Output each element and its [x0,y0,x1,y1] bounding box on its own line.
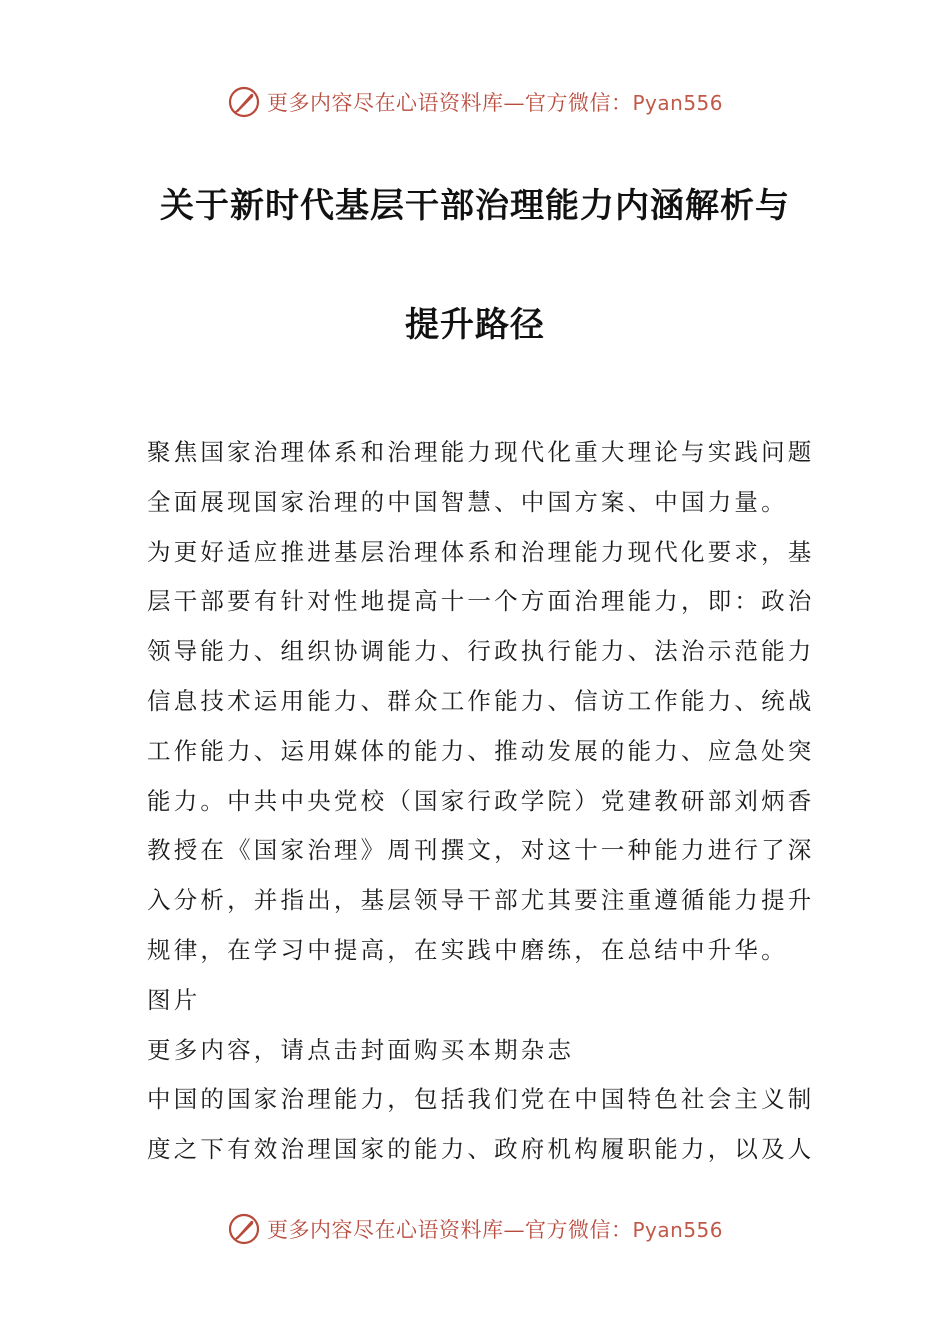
quill-logo-icon [227,85,261,119]
body-line: 工作能力、运用媒体的能力、推动发展的能力、应急处突 [147,736,815,765]
body-line: 能力。中共中央党校（国家行政学院）党建教研部刘炳香 [147,786,815,815]
body-line: 领导能力、组织协调能力、行政执行能力、法治示范能力 [147,637,815,666]
quill-logo-icon [227,1212,261,1246]
footer-watermark-banner [0,1209,950,1249]
body-line-image-label: 图片 [147,985,201,1014]
body-line: 度之下有效治理国家的能力、政府机构履职能力，以及人 [147,1135,815,1164]
body-line: 入分析，并指出，基层领导干部尤其要注重遵循能力提升 [147,886,815,915]
banner-wechat-id: Pyan556 [632,91,723,115]
body-line: 中国的国家治理能力，包括我们党在中国特色社会主义制 [147,1085,815,1114]
body-line: 全面展现国家治理的中国智慧、中国方案、中国力量。 [147,487,788,516]
article-body [147,428,815,1175]
page-title-line2: 提升路径 [405,305,545,345]
body-line: 规律，在学习中提高，在实践中磨练，在总结中升华。 [147,935,788,964]
body-line: 教授在《国家治理》周刊撰文，对这十一种能力进行了深 [147,836,815,865]
body-line: 层干部要有针对性地提高十一个方面治理能力，即：政治 [147,587,815,616]
body-line: 聚焦国家治理体系和治理能力现代化重大理论与实践问题 [147,438,815,466]
banner-wechat-id: Pyan556 [632,1218,723,1242]
body-line-more-content: 更多内容，请点击封面购买本期杂志 [147,1035,575,1064]
body-line: 为更好适应推进基层治理体系和治理能力现代化要求，基 [147,537,815,566]
header-watermark-banner [0,82,950,122]
page-title-line1: 关于新时代基层干部治理能力内涵解析与 [160,186,790,226]
banner-text: 更多内容尽在心语资料库—官方微信：Pyan556 [266,91,723,115]
body-line: 信息技术运用能力、群众工作能力、信访工作能力、统战 [147,686,815,715]
banner-text: 更多内容尽在心语资料库—官方微信：Pyan556 [266,1218,723,1242]
